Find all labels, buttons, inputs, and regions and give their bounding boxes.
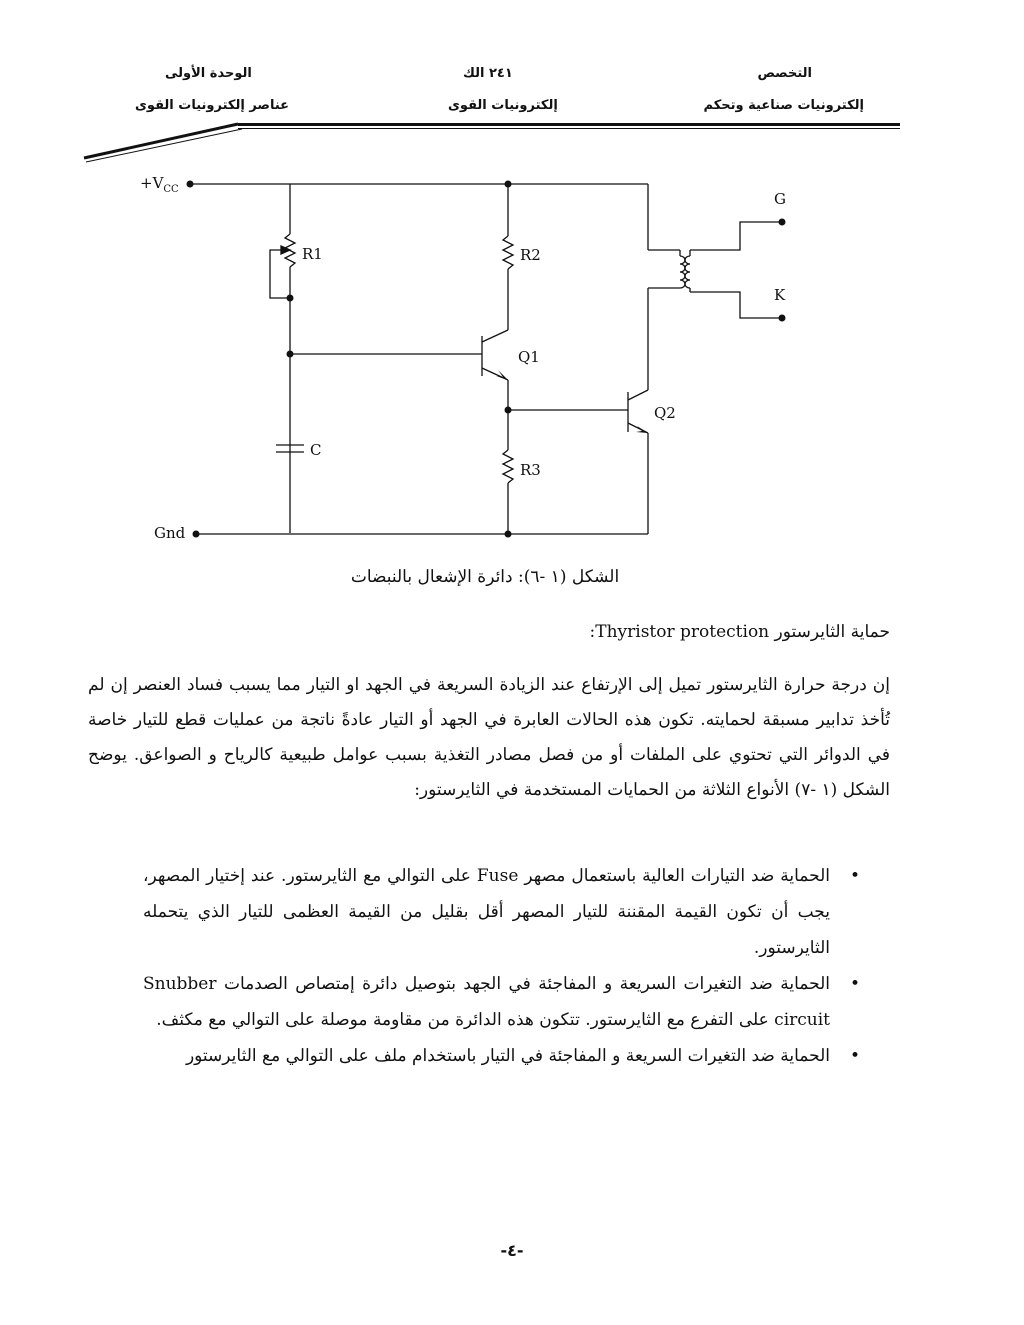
list-item-text: الحماية ضد التغيرات السريعة و المفاجئة في التيار باستخدام ملف على التوالي مع الثايرستور [185,1046,830,1066]
vcc-label: $+V_{CC}$ [140,174,179,195]
bullet-icon: • [849,866,860,886]
list-item-text: الحماية ضد التغيرات السريعة و المفاجئة في الجهد بتوصيل دائرة إمتصاص الصدمات Snubber circuit على التفرع مع الثايرستور. تتكون هذه الدائرة من مقاومة موصلة على التوالي مع مكثف. [143,974,830,1030]
r3-label: R3 [520,461,541,479]
header-specialty-value: إلكترونيات صناعية وتحكم [703,98,864,113]
section-title: حماية الثايرستور Thyristor protection: [589,622,890,642]
header-rule-thin [238,128,900,129]
g-label: G [774,190,786,208]
r1-label: R1 [302,245,323,263]
bullet-icon: • [849,1046,860,1066]
page-number: -٤- [500,1241,524,1260]
list-item-text: الحماية ضد التيارات العالية باستعمال مصهر Fuse على التوالي مع الثايرستور. عند إختيار المصهر، يجب أن تكون القيمة المقننة للتيار المصهر أقل بقليل من القيمة العظمى للتيار الذي يتحمله الثايرستور. [143,866,830,958]
pulse-firing-circuit-diagram [130,160,810,560]
q2-label: Q2 [654,404,676,422]
header-unit-title: عناصر إلكترونيات القوى [135,98,290,113]
c-label: C [310,441,322,459]
body-paragraph: إن درجة حرارة الثايرستور تميل إلى الإرتفاع عند الزيادة السريعة في الجهد او التيار مما يسبب فساد العنصر إن لم تُأخذ تدابير مسبقة لحمايته. تكون هذه الحالات العابرة في الجهد أو التيار عادةً ناتجة من عمليات قطع للتيار خاصة في الدوائر التي تحتوي على الملفات أو من فصل مصادر التغذية بسبب عوامل طبيعية كالرياح و الصواعق. يوضح الشكل (١ -٧) الأنواع الثلاثة من الحمايات المستخدمة في الثايرستور: [88,675,890,800]
header-course-code: ٢٤١ الك [463,66,513,81]
r2-label: R2 [520,246,541,264]
list-item [143,1038,890,1074]
protection-list [143,858,890,1074]
list-item [143,966,890,1038]
bullet-icon: • [849,974,860,994]
gnd-label: Gnd [154,524,186,542]
figure-caption: الشكل (١ -٦): دائرة الإشعال بالنبضات [350,567,620,587]
list-item [143,858,890,966]
header-unit-label: الوحدة الأولى [165,66,252,81]
header-rule-thick [238,123,900,126]
header-course-name: إلكترونيات القوى [448,98,558,113]
header-rule-diagonal [80,120,250,165]
header-specialty-label: التخصص [757,66,812,81]
k-label: K [774,286,786,304]
q1-label: Q1 [518,348,540,366]
